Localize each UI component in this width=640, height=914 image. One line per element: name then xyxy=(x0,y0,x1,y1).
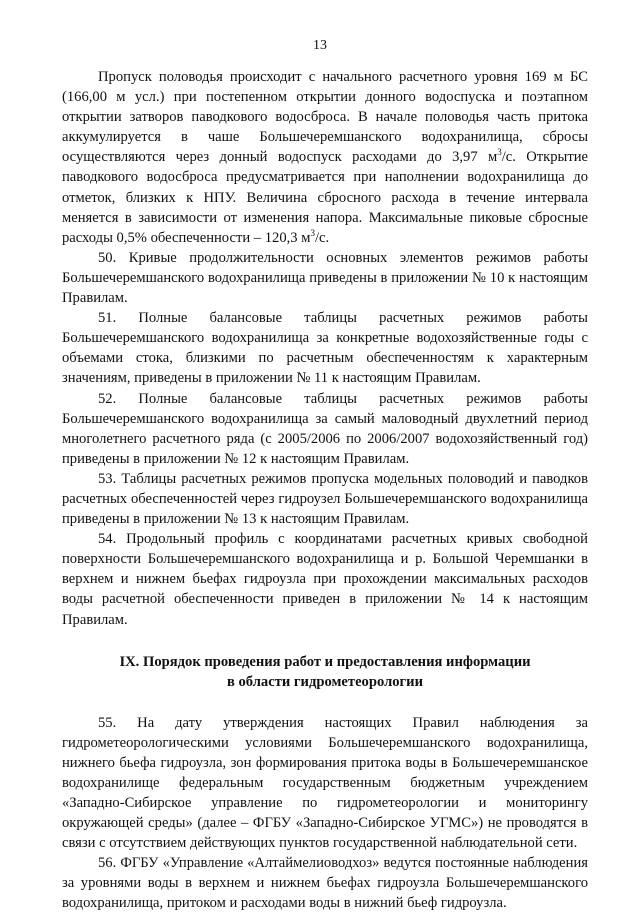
superscript-cubed: 3 xyxy=(497,147,502,158)
paragraph-56: 56. ФГБУ «Управление «Алтаймелиоводхоз» ведутся постоянные наблюдения за уровнями воды в верхнем и нижнем бьефах гидроузла Большечеремшанского водохранилища, притоком и расходами воды в нижний бьеф гидроузла. xyxy=(62,855,588,912)
paragraph-52: 52. Полные балансовые таблицы расчетных режимов работы Большечеремшанского водохранилища за самый маловодный двухлетний период многолетнего расчетного ряда (с 2005/2006 по 2006/2007 водохозяйственный год) приведены в приложении № 12 к настоящим Правилам. xyxy=(62,390,588,467)
page-number: 13 xyxy=(313,38,327,53)
intro-text-part-2: /с. Открытие паводкового водосброса предусматривается при наполнении водохранилища до отметок, близких к НПУ. Величина сбросного расхода в течение интервала меняется в зависимости от изменения напора. Максимальные пиковые сбросные расходы 0,5% обеспеченности – 120,3 м xyxy=(62,149,588,246)
section-heading-line-1: IX. Порядок проведения работ и предоставления информации xyxy=(119,653,531,670)
paragraph-55: 55. На дату утверждения настоящих Правил наблюдения за гидрометеорологическими условиями Большечеремшанского водохранилища, нижнего бьефа гидроузла, зон формирования притока воды в Большечеремшанское водохранилище федеральным государственным бюджетным учреждением «Западно-Сибирское управление по гидрометеорологии и мониторингу окружающей среды» (далее – ФГБУ «Западно-Сибирское УГМС») не проводятся в связи с отсутствием действующих пунктов государственной наблюдательной сети. xyxy=(62,714,588,852)
document-body xyxy=(62,67,588,914)
paragraph-54: 54. Продольный профиль с координатами расчетных кривых свободной поверхности Большечеремшанского водохранилища и р. Большой Черемшанки в верхнем и нижнем бьефах гидроузла при прохождении максимальных расходов воды расчетной обеспеченности приведен в приложении № 14 к настоящим Правилам. xyxy=(62,531,588,628)
section-heading xyxy=(62,652,588,692)
paragraph-50: 50. Кривые продолжительности основных элементов режимов работы Большечеремшанского водохранилища приведены в приложении № 10 к настоящим Правилам. xyxy=(62,249,588,307)
section-heading-line-2: в области гидрометеорологии xyxy=(226,673,423,690)
intro-text-part-1: Пропуск половодья происходит с начального расчетного уровня 169 м БС (166,00 м усл.) при постепенном открытии донного водоспуска и поэтапном открытии затворов паводкового водосброса. В начале половодья часть притока аккумулируется в чаше Большечеремшанского водохранилища, сбросы осуществляются через донный водоспуск расходами до 3,97 м xyxy=(62,69,588,166)
paragraph-intro xyxy=(62,67,588,248)
paragraph-51: 51. Полные балансовые таблицы расчетных режимов работы Большечеремшанского водохранилища за конкретные водохозяйственные годы с объемами стока, близкими по расчетным обеспеченностям к характерным значениям, приведены в приложении № 11 к настоящим Правилам. xyxy=(62,310,588,387)
paragraph-53: 53. Таблицы расчетных режимов пропуска модельных половодий и паводков расчетных обеспеченностей через гидроузел Большечеремшанского водохранилища приведены в приложении № 13 к настоящим Правилам. xyxy=(62,470,588,528)
superscript-cubed: 3 xyxy=(310,227,315,238)
intro-text-part-3: /с. xyxy=(314,229,330,246)
